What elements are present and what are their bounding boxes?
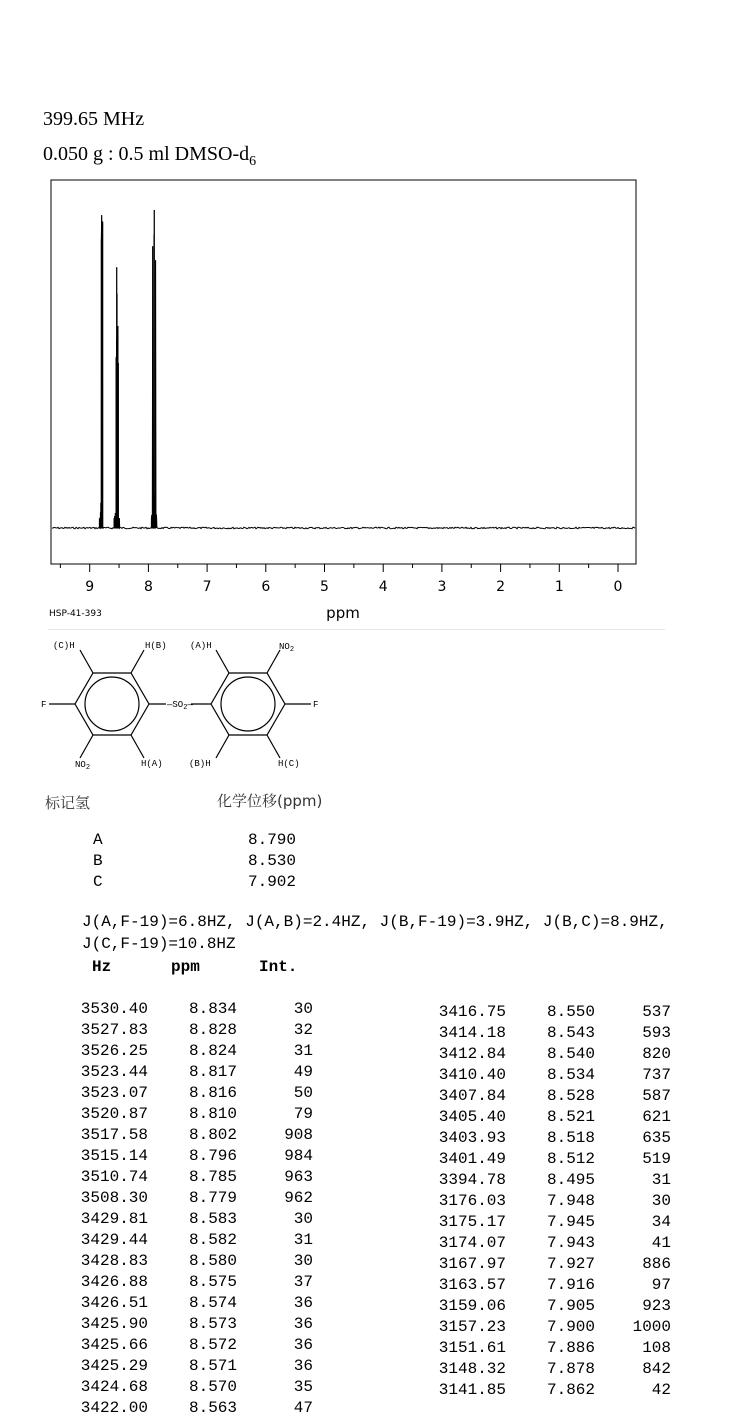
peak-hz: 3410.40 bbox=[438, 1065, 506, 1084]
peak-row bbox=[72, 1040, 313, 1061]
peak-hz: 3523.44 bbox=[80, 1062, 148, 1081]
peak-row bbox=[430, 1022, 671, 1043]
peak-table-left bbox=[72, 998, 313, 1418]
peak-table-right bbox=[430, 1001, 671, 1400]
label-left-f: F bbox=[41, 700, 47, 710]
peak-int: 984 bbox=[284, 1146, 313, 1165]
peak-row bbox=[72, 1103, 313, 1124]
plot-frame bbox=[51, 180, 636, 564]
peak-int: 1000 bbox=[632, 1317, 671, 1336]
x-axis-label: ppm bbox=[326, 604, 360, 622]
peak-row bbox=[72, 1082, 313, 1103]
peak-row bbox=[430, 1316, 671, 1337]
right-aromatic-circle bbox=[221, 677, 275, 731]
peak-hz: 3523.07 bbox=[80, 1083, 148, 1102]
peak-hz: 3159.06 bbox=[438, 1296, 506, 1315]
peak-row bbox=[430, 1001, 671, 1022]
peak-row bbox=[430, 1043, 671, 1064]
peak-hz: 3163.57 bbox=[438, 1275, 506, 1294]
label-right-no2: $NO_2$ bbox=[279, 642, 295, 654]
peak-ppm: 8.810 bbox=[188, 1104, 237, 1123]
peak-ppm: 7.943 bbox=[546, 1233, 595, 1252]
peak-row bbox=[430, 1106, 671, 1127]
peak-int: 635 bbox=[642, 1128, 671, 1147]
peak-int: 32 bbox=[293, 1020, 313, 1039]
peak-ppm: 8.573 bbox=[188, 1314, 237, 1333]
right-benzene-ring bbox=[211, 673, 285, 735]
peak-int: 50 bbox=[293, 1083, 313, 1102]
peak-int: 923 bbox=[642, 1296, 671, 1315]
peak-int: 47 bbox=[293, 1398, 313, 1417]
spectrum-layer bbox=[52, 210, 635, 529]
peak-row bbox=[430, 1169, 671, 1190]
peak-hz: 3426.51 bbox=[80, 1293, 148, 1312]
peak-hz: 3510.74 bbox=[80, 1167, 148, 1186]
peak-ppm: 8.570 bbox=[188, 1377, 237, 1396]
label-so2: $—SO_2—$ bbox=[167, 700, 193, 712]
peak-hz: 3520.87 bbox=[80, 1104, 148, 1123]
peak-row bbox=[430, 1085, 671, 1106]
peak-ppm: 8.779 bbox=[188, 1188, 237, 1207]
peak-hz: 3429.44 bbox=[80, 1230, 148, 1249]
peak-ppm: 8.571 bbox=[188, 1356, 237, 1375]
assignment-shift-b: 8.530 bbox=[248, 852, 297, 870]
peak-int: 97 bbox=[651, 1275, 671, 1294]
peak-hz: 3425.90 bbox=[80, 1314, 148, 1333]
spectrometer-frequency: 399.65 MHz bbox=[43, 108, 145, 130]
peak-row bbox=[72, 1397, 313, 1418]
peak-ppm: 8.802 bbox=[188, 1125, 237, 1144]
label-right-f: F bbox=[313, 700, 319, 710]
x-axis bbox=[60, 564, 622, 595]
peak-int: 908 bbox=[284, 1125, 313, 1144]
peak-hz: 3515.14 bbox=[80, 1146, 148, 1165]
peak-ppm: 8.521 bbox=[546, 1107, 595, 1126]
peak-ppm: 8.575 bbox=[188, 1272, 237, 1291]
peak-row bbox=[430, 1379, 671, 1400]
peak-ppm: 7.886 bbox=[546, 1338, 595, 1357]
assignment-label-b: B bbox=[93, 852, 103, 870]
peak-hz: 3416.75 bbox=[438, 1002, 506, 1021]
peak-hz: 3426.88 bbox=[80, 1272, 148, 1291]
peak-row bbox=[72, 1376, 313, 1397]
peak-ppm: 7.945 bbox=[546, 1212, 595, 1231]
peak-hz: 3412.84 bbox=[438, 1044, 506, 1063]
peak-hz: 3425.66 bbox=[80, 1335, 148, 1354]
peak-ppm: 8.816 bbox=[188, 1083, 237, 1102]
peak-row bbox=[430, 1274, 671, 1295]
peak-int: 820 bbox=[642, 1044, 671, 1063]
peak-int: 963 bbox=[284, 1167, 313, 1186]
label-right-hb: (B)H bbox=[189, 759, 211, 769]
peak-int: 41 bbox=[651, 1233, 671, 1252]
peak-row bbox=[430, 1337, 671, 1358]
peak-row bbox=[72, 1145, 313, 1166]
x-tick-label: 4 bbox=[378, 579, 388, 595]
peak-row bbox=[430, 1253, 671, 1274]
peak-hz: 3401.49 bbox=[438, 1149, 506, 1168]
peak-hz: 3422.00 bbox=[80, 1398, 148, 1417]
peak-ppm: 8.785 bbox=[188, 1167, 237, 1186]
peak-hz: 3517.58 bbox=[80, 1125, 148, 1144]
molecule-structure bbox=[35, 634, 335, 774]
peak-ppm: 7.900 bbox=[546, 1317, 595, 1336]
x-tick-label: 8 bbox=[143, 579, 153, 595]
peak-int: 108 bbox=[642, 1338, 671, 1357]
peak-ppm: 8.572 bbox=[188, 1335, 237, 1354]
x-tick-label: 3 bbox=[437, 579, 447, 595]
peak-int: 36 bbox=[293, 1356, 313, 1375]
peak-ppm: 8.796 bbox=[188, 1146, 237, 1165]
peak-row bbox=[72, 1271, 313, 1292]
peak-ppm: 8.574 bbox=[188, 1293, 237, 1312]
peak-row bbox=[430, 1064, 671, 1085]
peak-int: 31 bbox=[293, 1230, 313, 1249]
peak-row bbox=[72, 1166, 313, 1187]
sample-code: HSP-41-393 bbox=[49, 609, 102, 619]
peak-hz: 3526.25 bbox=[80, 1041, 148, 1060]
peak-ppm: 8.580 bbox=[188, 1251, 237, 1270]
peak-row bbox=[72, 1229, 313, 1250]
peak-row bbox=[72, 1250, 313, 1271]
peak-int: 587 bbox=[642, 1086, 671, 1105]
peak-int: 737 bbox=[642, 1065, 671, 1084]
peak-ppm: 8.834 bbox=[188, 999, 237, 1018]
peak-int: 593 bbox=[642, 1023, 671, 1042]
peak-header-hz: Hz bbox=[92, 958, 112, 976]
peak-row bbox=[72, 1124, 313, 1145]
peak-row bbox=[72, 1187, 313, 1208]
peak-hz: 3424.68 bbox=[80, 1377, 148, 1396]
peak-ppm: 8.543 bbox=[546, 1023, 595, 1042]
peak-ppm: 8.534 bbox=[546, 1065, 595, 1084]
peak-ppm: 8.518 bbox=[546, 1128, 595, 1147]
peak-int: 30 bbox=[651, 1191, 671, 1210]
peak-hz: 3141.85 bbox=[438, 1380, 506, 1399]
peak-ppm: 7.927 bbox=[546, 1254, 595, 1273]
peak-row bbox=[72, 998, 313, 1019]
nmr-spectrum-chart bbox=[0, 0, 746, 630]
assignment-shift-a: 8.790 bbox=[248, 831, 297, 849]
peak-int: 519 bbox=[642, 1149, 671, 1168]
peak-int: 886 bbox=[642, 1254, 671, 1273]
peak-int: 30 bbox=[293, 1209, 313, 1228]
peak-int: 31 bbox=[651, 1170, 671, 1189]
peak-ppm: 8.528 bbox=[546, 1086, 595, 1105]
peak-hz: 3167.97 bbox=[438, 1254, 506, 1273]
concentration-text: 0.050 g : 0.5 ml DMSO-d bbox=[43, 143, 250, 165]
peak-hz: 3530.40 bbox=[80, 999, 148, 1018]
peak-ppm: 8.512 bbox=[546, 1149, 595, 1168]
divider bbox=[48, 629, 665, 630]
peak-int: 962 bbox=[284, 1188, 313, 1207]
peak-int: 79 bbox=[293, 1104, 313, 1123]
peak-row bbox=[72, 1208, 313, 1229]
coupling-constants-line1: J(A,F-19)=6.8HZ, J(A,B)=2.4HZ, J(B,F-19)=3.9HZ, J(B,C)=8.9HZ, bbox=[82, 913, 668, 931]
peak-row bbox=[72, 1292, 313, 1313]
peak-ppm: 7.948 bbox=[546, 1191, 595, 1210]
coupling-constants-line2: J(C,F-19)=10.8HZ bbox=[82, 935, 236, 953]
peak-int: 621 bbox=[642, 1107, 671, 1126]
peak-row bbox=[430, 1127, 671, 1148]
peak-int: 30 bbox=[293, 1251, 313, 1270]
peak-int: 35 bbox=[293, 1377, 313, 1396]
peak-ppm: 8.583 bbox=[188, 1209, 237, 1228]
peak-int: 37 bbox=[293, 1272, 313, 1291]
peak-row bbox=[430, 1358, 671, 1379]
peak-hz: 3429.81 bbox=[80, 1209, 148, 1228]
label-right-ha: (A)H bbox=[190, 641, 212, 651]
peak-hz: 3405.40 bbox=[438, 1107, 506, 1126]
peak-header-ppm: ppm bbox=[171, 958, 200, 976]
assignment-header-shift: 化学位移(ppm) bbox=[217, 792, 323, 810]
peak-row bbox=[72, 1313, 313, 1334]
assignment-label-a: A bbox=[93, 831, 103, 849]
assignment-label-c: C bbox=[93, 873, 103, 891]
peak-hz: 3508.30 bbox=[80, 1188, 148, 1207]
label-left-hc: (C)H bbox=[53, 641, 75, 651]
assignment-shift-c: 7.902 bbox=[248, 873, 297, 891]
peak-ppm: 8.817 bbox=[188, 1062, 237, 1081]
peak-ppm: 8.563 bbox=[188, 1398, 237, 1417]
x-tick-label: 1 bbox=[554, 579, 564, 595]
peak-row bbox=[430, 1211, 671, 1232]
peak-int: 36 bbox=[293, 1335, 313, 1354]
left-benzene-ring bbox=[75, 673, 149, 735]
peak-row bbox=[430, 1190, 671, 1211]
peak-hz: 3403.93 bbox=[438, 1128, 506, 1147]
peak-hz: 3148.32 bbox=[438, 1359, 506, 1378]
peak-int: 34 bbox=[651, 1212, 671, 1231]
peak-hz: 3174.07 bbox=[438, 1233, 506, 1252]
peak-hz: 3414.18 bbox=[438, 1023, 506, 1042]
peak-row bbox=[72, 1334, 313, 1355]
peak-row bbox=[72, 1355, 313, 1376]
peak-hz: 3151.61 bbox=[438, 1338, 506, 1357]
assignment-header-label: 标记氢 bbox=[45, 794, 91, 812]
peak-hz: 3157.23 bbox=[438, 1317, 506, 1336]
peak-ppm: 7.878 bbox=[546, 1359, 595, 1378]
x-tick-label: 9 bbox=[85, 579, 95, 595]
peak-int: 842 bbox=[642, 1359, 671, 1378]
peak-row bbox=[72, 1019, 313, 1040]
spectrum-trace bbox=[52, 210, 635, 529]
x-tick-label: 0 bbox=[613, 579, 623, 595]
peak-ppm: 8.550 bbox=[546, 1002, 595, 1021]
peak-int: 49 bbox=[293, 1062, 313, 1081]
x-tick-label: 6 bbox=[261, 579, 271, 595]
peak-header-int: Int. bbox=[259, 958, 298, 976]
peak-hz: 3425.29 bbox=[80, 1356, 148, 1375]
peak-ppm: 7.905 bbox=[546, 1296, 595, 1315]
peak-ppm: 8.540 bbox=[546, 1044, 595, 1063]
peak-hz: 3527.83 bbox=[80, 1020, 148, 1039]
peak-row bbox=[430, 1148, 671, 1169]
peak-row bbox=[430, 1232, 671, 1253]
label-left-ha: H(A) bbox=[141, 759, 163, 769]
peak-int: 30 bbox=[293, 999, 313, 1018]
peak-ppm: 8.495 bbox=[546, 1170, 595, 1189]
peak-hz: 3428.83 bbox=[80, 1251, 148, 1270]
peak-int: 36 bbox=[293, 1314, 313, 1333]
x-tick-label: 5 bbox=[320, 579, 329, 595]
peak-row bbox=[72, 1061, 313, 1082]
peak-int: 36 bbox=[293, 1293, 313, 1312]
peak-int: 537 bbox=[642, 1002, 671, 1021]
x-tick-label: 2 bbox=[496, 579, 506, 595]
peak-hz: 3176.03 bbox=[438, 1191, 506, 1210]
concentration-subscript: 6 bbox=[249, 154, 257, 169]
peak-ppm: 8.582 bbox=[188, 1230, 237, 1249]
peak-ppm: 8.828 bbox=[188, 1020, 237, 1039]
peak-int: 42 bbox=[651, 1380, 671, 1399]
peak-ppm: 8.824 bbox=[188, 1041, 237, 1060]
left-aromatic-circle bbox=[85, 677, 139, 731]
peak-hz: 3407.84 bbox=[438, 1086, 506, 1105]
label-left-hb: H(B) bbox=[145, 641, 167, 651]
peak-row bbox=[430, 1295, 671, 1316]
peak-hz: 3175.17 bbox=[438, 1212, 506, 1231]
label-left-no2: $NO_2$ bbox=[75, 760, 91, 772]
x-tick-label: 7 bbox=[202, 579, 212, 595]
peak-int: 31 bbox=[293, 1041, 313, 1060]
peak-hz: 3394.78 bbox=[438, 1170, 506, 1189]
peak-ppm: 7.916 bbox=[546, 1275, 595, 1294]
label-right-hc: H(C) bbox=[278, 759, 300, 769]
peak-ppm: 7.862 bbox=[546, 1380, 595, 1399]
